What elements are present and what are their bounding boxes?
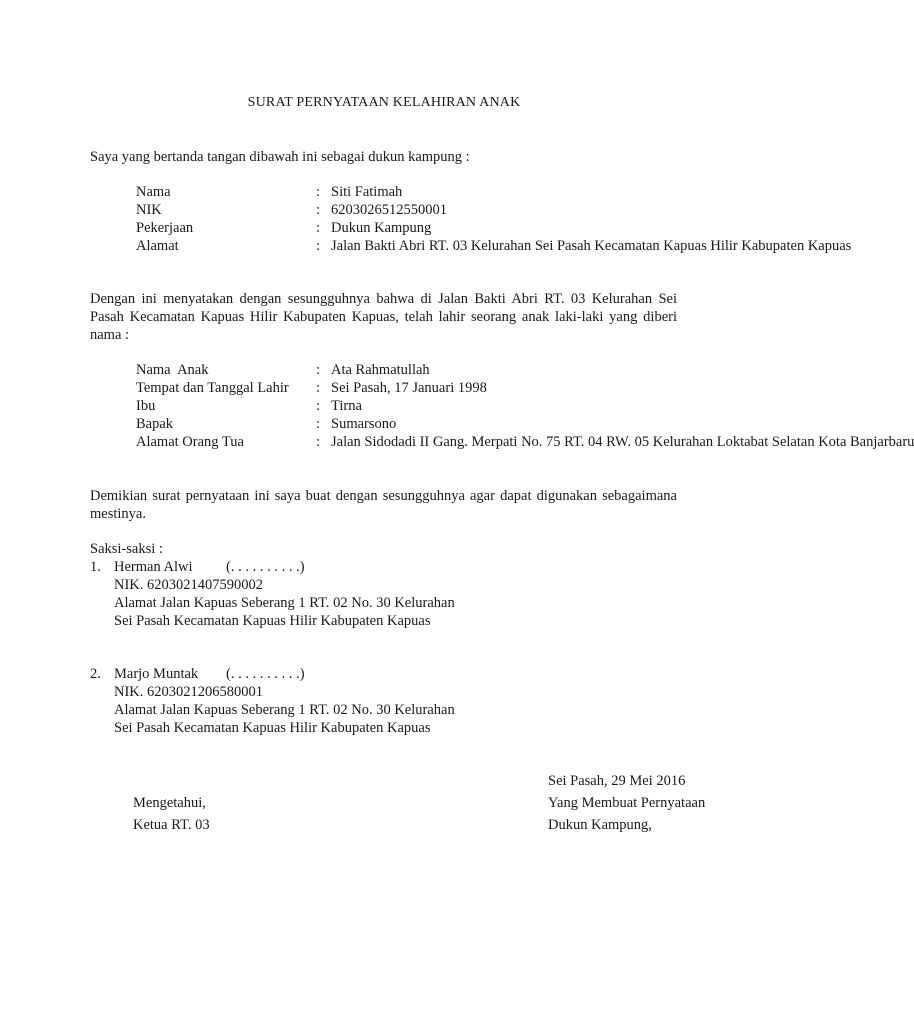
witness-address: Alamat Jalan Kapuas Seberang 1 RT. 02 No. 30 Kelurahan — [114, 595, 455, 611]
declarant-sign-label: Yang Membuat Pernyataan — [548, 795, 706, 811]
witness-nik: NIK. 6203021206580001 — [114, 684, 264, 700]
rt-head-label: Ketua RT. 03 — [133, 817, 210, 833]
field-value: Tirna — [331, 398, 362, 414]
field-colon: : — [316, 238, 321, 254]
acknowledged-label: Mengetahui, — [133, 795, 206, 811]
field-label: Ibu — [136, 398, 156, 414]
field-value: Sei Pasah, 17 Januari 1998 — [331, 380, 487, 396]
witness-number: 1. — [90, 559, 101, 575]
declarant-row — [0, 219, 768, 237]
witnesses-heading: Saksi-saksi : — [90, 541, 163, 557]
field-label: Nama — [136, 184, 171, 200]
child-row — [0, 397, 768, 415]
field-label: Alamat — [136, 238, 179, 254]
field-value: Jalan Bakti Abri RT. 03 Kelurahan Sei Pasah Kecamatan Kapuas Hilir Kabupaten Kapuas — [331, 238, 852, 254]
field-label: Nama Anak — [136, 362, 209, 378]
field-colon: : — [316, 398, 321, 414]
field-value: Dukun Kampung — [331, 220, 432, 236]
witness-signature: (. . . . . . . . . .) — [226, 559, 305, 575]
field-label: Pekerjaan — [136, 220, 194, 236]
witness-address: Sei Pasah Kecamatan Kapuas Hilir Kabupaten Kapuas — [114, 613, 431, 629]
witness-address: Alamat Jalan Kapuas Seberang 1 RT. 02 No. 30 Kelurahan — [114, 702, 455, 718]
field-colon: : — [316, 220, 321, 236]
intro-text: Saya yang bertanda tangan dibawah ini sebagai dukun kampung : — [90, 149, 470, 165]
witness-signature: (. . . . . . . . . .) — [226, 666, 305, 682]
witness-name: Marjo Muntak — [114, 666, 199, 682]
field-label: Tempat dan Tanggal Lahir — [136, 380, 289, 396]
place-date: Sei Pasah, 29 Mei 2016 — [548, 773, 686, 789]
child-row — [0, 361, 768, 379]
child-row — [0, 415, 768, 433]
field-value: 6203026512550001 — [331, 202, 447, 218]
child-row — [0, 379, 768, 397]
field-value: Ata Rahmatullah — [331, 362, 430, 378]
field-value: Siti Fatimah — [331, 184, 403, 200]
field-label: Bapak — [136, 416, 174, 432]
field-value: Sumarsono — [331, 416, 397, 432]
witness-name: Herman Alwi — [114, 559, 193, 575]
field-label: NIK — [136, 202, 162, 218]
field-colon: : — [316, 380, 321, 396]
field-value: Jalan Sidodadi II Gang. Merpati No. 75 RT. 04 RW. 05 Kelurahan Loktabat Selatan Kota Banjarbaru — [331, 434, 914, 450]
witness-number: 2. — [90, 666, 101, 682]
field-colon: : — [316, 416, 321, 432]
witness-address: Sei Pasah Kecamatan Kapuas Hilir Kabupaten Kapuas — [114, 720, 431, 736]
document-title: SURAT PERNYATAAN KELAHIRAN ANAK — [247, 95, 521, 110]
closing-text: Demikian surat pernyataan ini saya buat dengan sesungguhnya agar dapat digunakan sebagaimana mestinya. — [90, 488, 677, 522]
child-row — [0, 433, 914, 451]
field-colon: : — [316, 434, 321, 450]
declarant-row — [0, 237, 852, 255]
witness-nik: NIK. 6203021407590002 — [114, 577, 264, 593]
field-label: Alamat Orang Tua — [136, 434, 244, 450]
declarant-role-label: Dukun Kampung, — [548, 817, 652, 833]
field-colon: : — [316, 202, 321, 218]
declarant-row — [0, 183, 768, 201]
field-colon: : — [316, 362, 321, 378]
statement-text: Dengan ini menyatakan dengan sesungguhnya bahwa di Jalan Bakti Abri RT. 03 Kelurahan Sei Pasah Kecamatan Kapuas Hilir Kabupaten Kapuas, telah lahir seorang anak laki-laki yang diberi nama : — [90, 291, 677, 343]
field-colon: : — [316, 184, 321, 200]
declarant-row — [0, 201, 768, 219]
